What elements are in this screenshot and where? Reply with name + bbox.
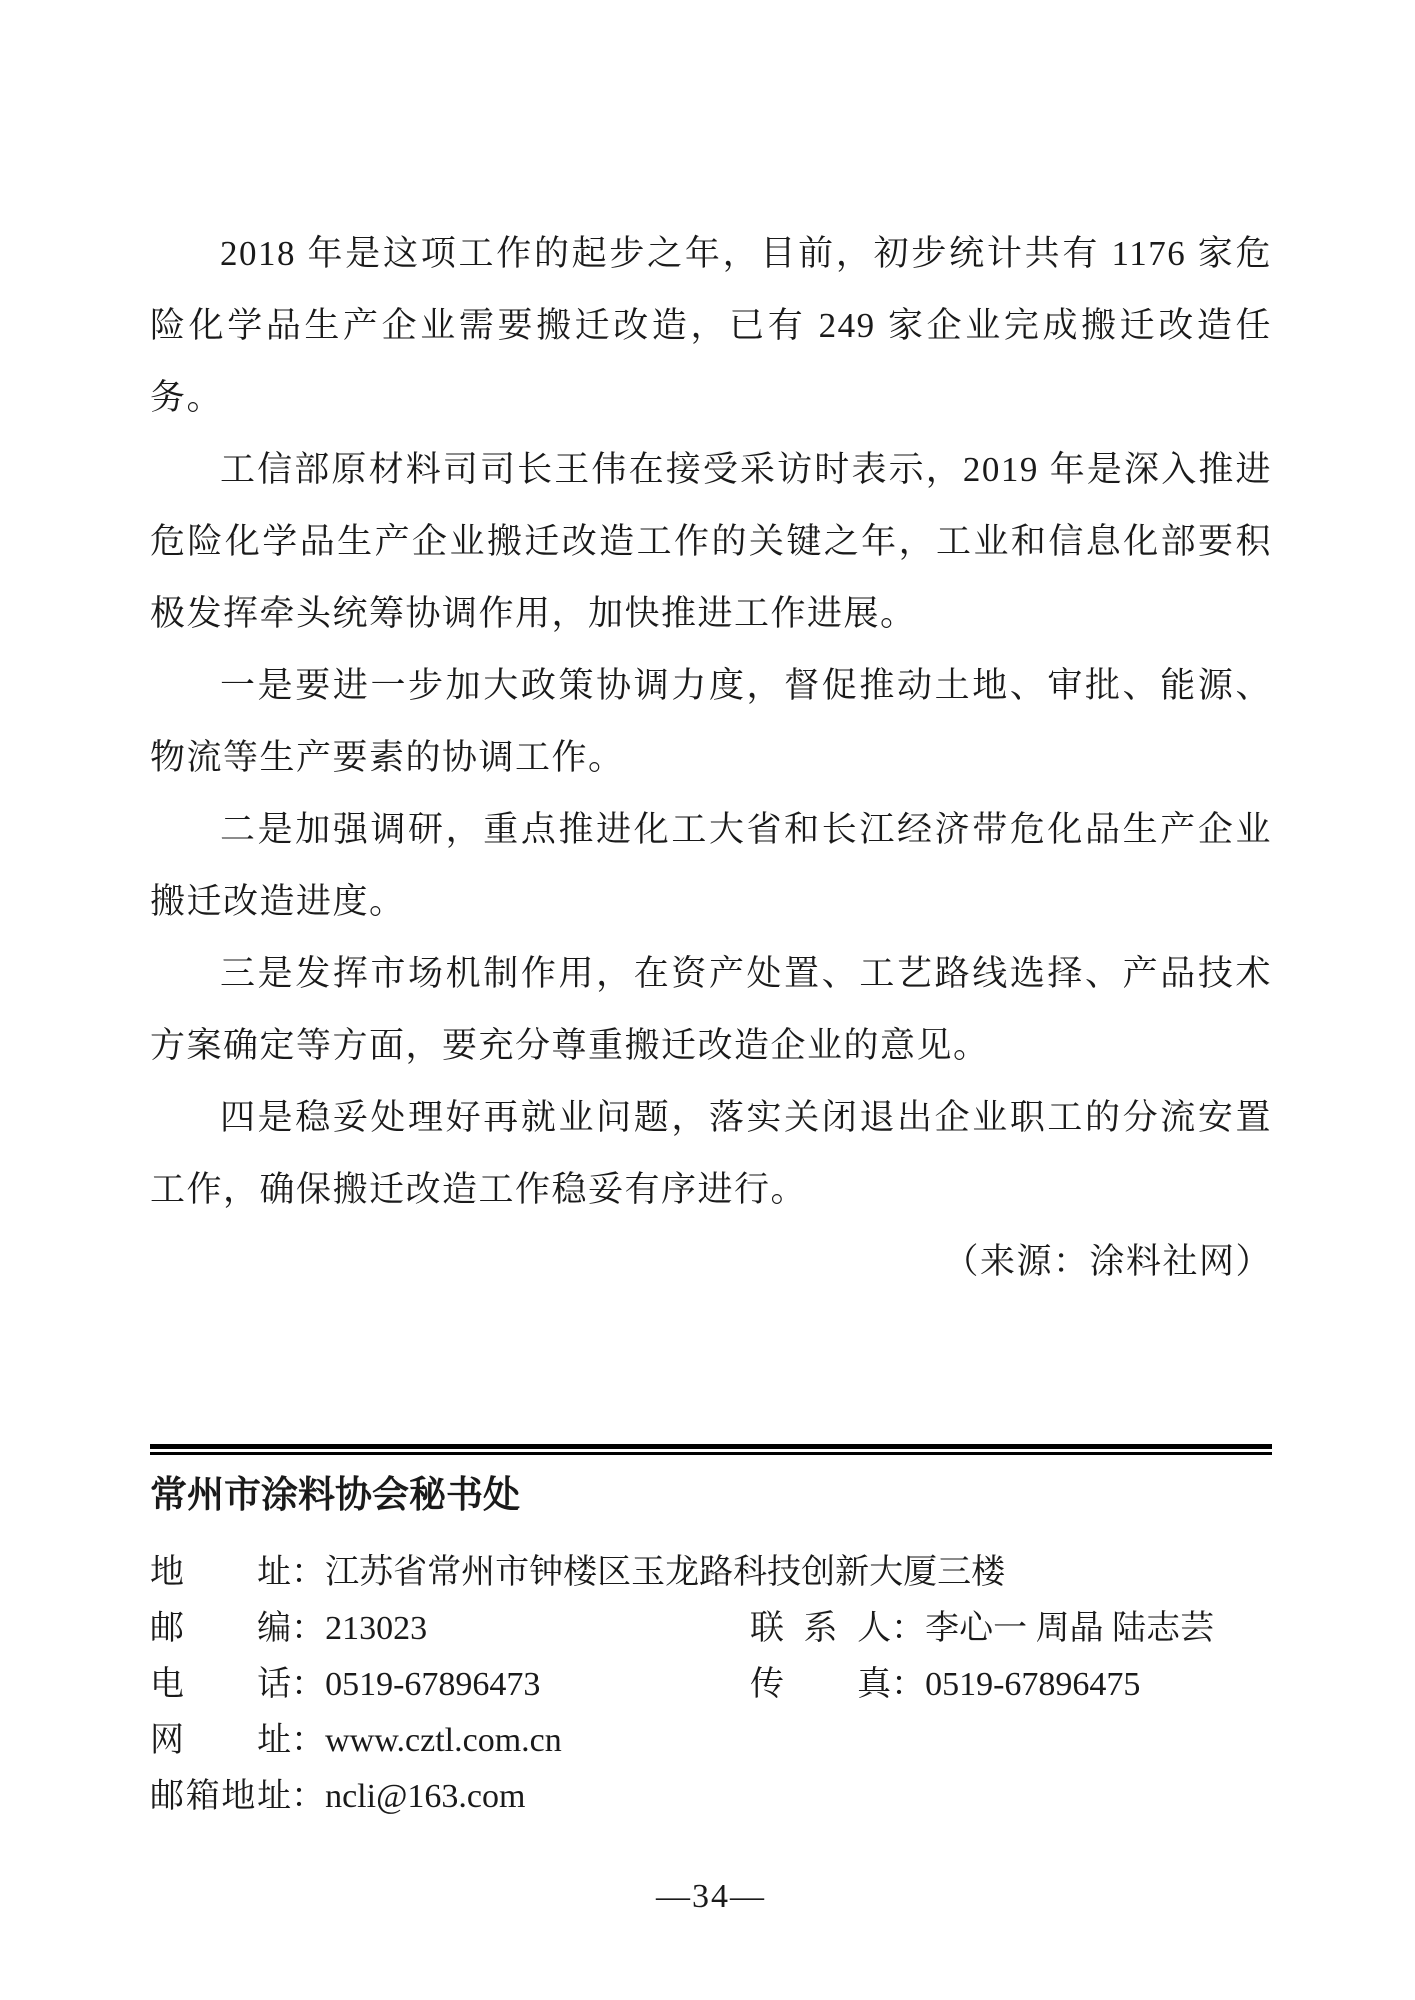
contact-row-phone-fax (150, 1657, 1272, 1713)
source-attribution: （来源：涂料社网） (943, 1242, 1272, 1281)
fax-value: 0519-67896475 (925, 1666, 1141, 1703)
footer-divider (150, 1444, 1272, 1455)
postcode-value: 213023 (325, 1610, 428, 1647)
contact-info (150, 1545, 1272, 1825)
website-pair (150, 1713, 562, 1769)
paragraph-intro-2018: 2018 年是这项工作的起步之年，目前，初步统计共有 1176 家危险化学品生产企业需要搬迁改造，已有 249 家企业完成搬迁改造任务。 (150, 234, 1272, 417)
paragraph-point-four: 四是稳妥处理好再就业问题，落实关闭退出企业职工的分流安置工作，确保搬迁改造工作稳妥有序进行。 (150, 1098, 1272, 1209)
content-area (150, 0, 1272, 1825)
contact-person-value: 李心一 周晶 陆志芸 (925, 1610, 1215, 1647)
contact-row-email (150, 1769, 1272, 1825)
page-number: —34— (656, 1878, 766, 1915)
postcode-label: 邮编 (150, 1610, 292, 1647)
email-value: ncli@163.com (325, 1778, 526, 1815)
email-pair (150, 1769, 525, 1825)
email-colon: ： (291, 1778, 326, 1815)
footer-title: 常州市涂料协会秘书处 (150, 1474, 520, 1515)
website-value: www.cztl.com.cn (325, 1722, 562, 1759)
fax-colon: ： (891, 1666, 926, 1703)
paragraph-point-three: 三是发挥市场机制作用，在资产处置、工艺路线选择、产品技术方案确定等方面，要充分尊重搬迁改造企业的意见。 (150, 954, 1272, 1065)
main-text-block (150, 0, 1272, 1298)
phone-pair (150, 1657, 750, 1713)
postcode-pair (150, 1601, 750, 1657)
contact-row-postcode-contacts (150, 1601, 1272, 1657)
website-label: 网址 (150, 1722, 292, 1759)
email-label: 邮箱地址 (150, 1778, 292, 1815)
phone-label: 电话 (150, 1666, 292, 1703)
fax-label: 传真 (750, 1666, 892, 1703)
website-colon: ： (291, 1722, 326, 1759)
contact-row-website (150, 1713, 1272, 1769)
contact-row-address (150, 1545, 1272, 1601)
address-pair (150, 1545, 1005, 1601)
contact-person-pair (750, 1601, 1214, 1657)
paragraph-miit-statement: 工信部原材料司司长王伟在接受采访时表示，2019 年是深入推进危险化学品生产企业搬迁改造工作的关键之年，工业和信息化部要积极发挥牵头统筹协调作用，加快推进工作进展。 (150, 450, 1272, 633)
address-value: 江苏省常州市钟楼区玉龙路科技创新大厦三楼 (325, 1554, 1006, 1591)
contact-person-colon: ： (891, 1610, 926, 1647)
fax-pair (750, 1657, 1140, 1713)
phone-value: 0519-67896473 (325, 1666, 541, 1703)
address-colon: ： (291, 1554, 326, 1591)
phone-colon: ： (291, 1666, 326, 1703)
address-label: 地址 (150, 1554, 292, 1591)
postcode-colon: ： (291, 1610, 326, 1647)
contact-person-label: 联系人 (750, 1610, 892, 1647)
paragraph-point-one: 一是要进一步加大政策协调力度，督促推动土地、审批、能源、物流等生产要素的协调工作。 (150, 666, 1272, 777)
paragraph-point-two: 二是加强调研，重点推进化工大省和长江经济带危化品生产企业搬迁改造进度。 (150, 810, 1272, 921)
